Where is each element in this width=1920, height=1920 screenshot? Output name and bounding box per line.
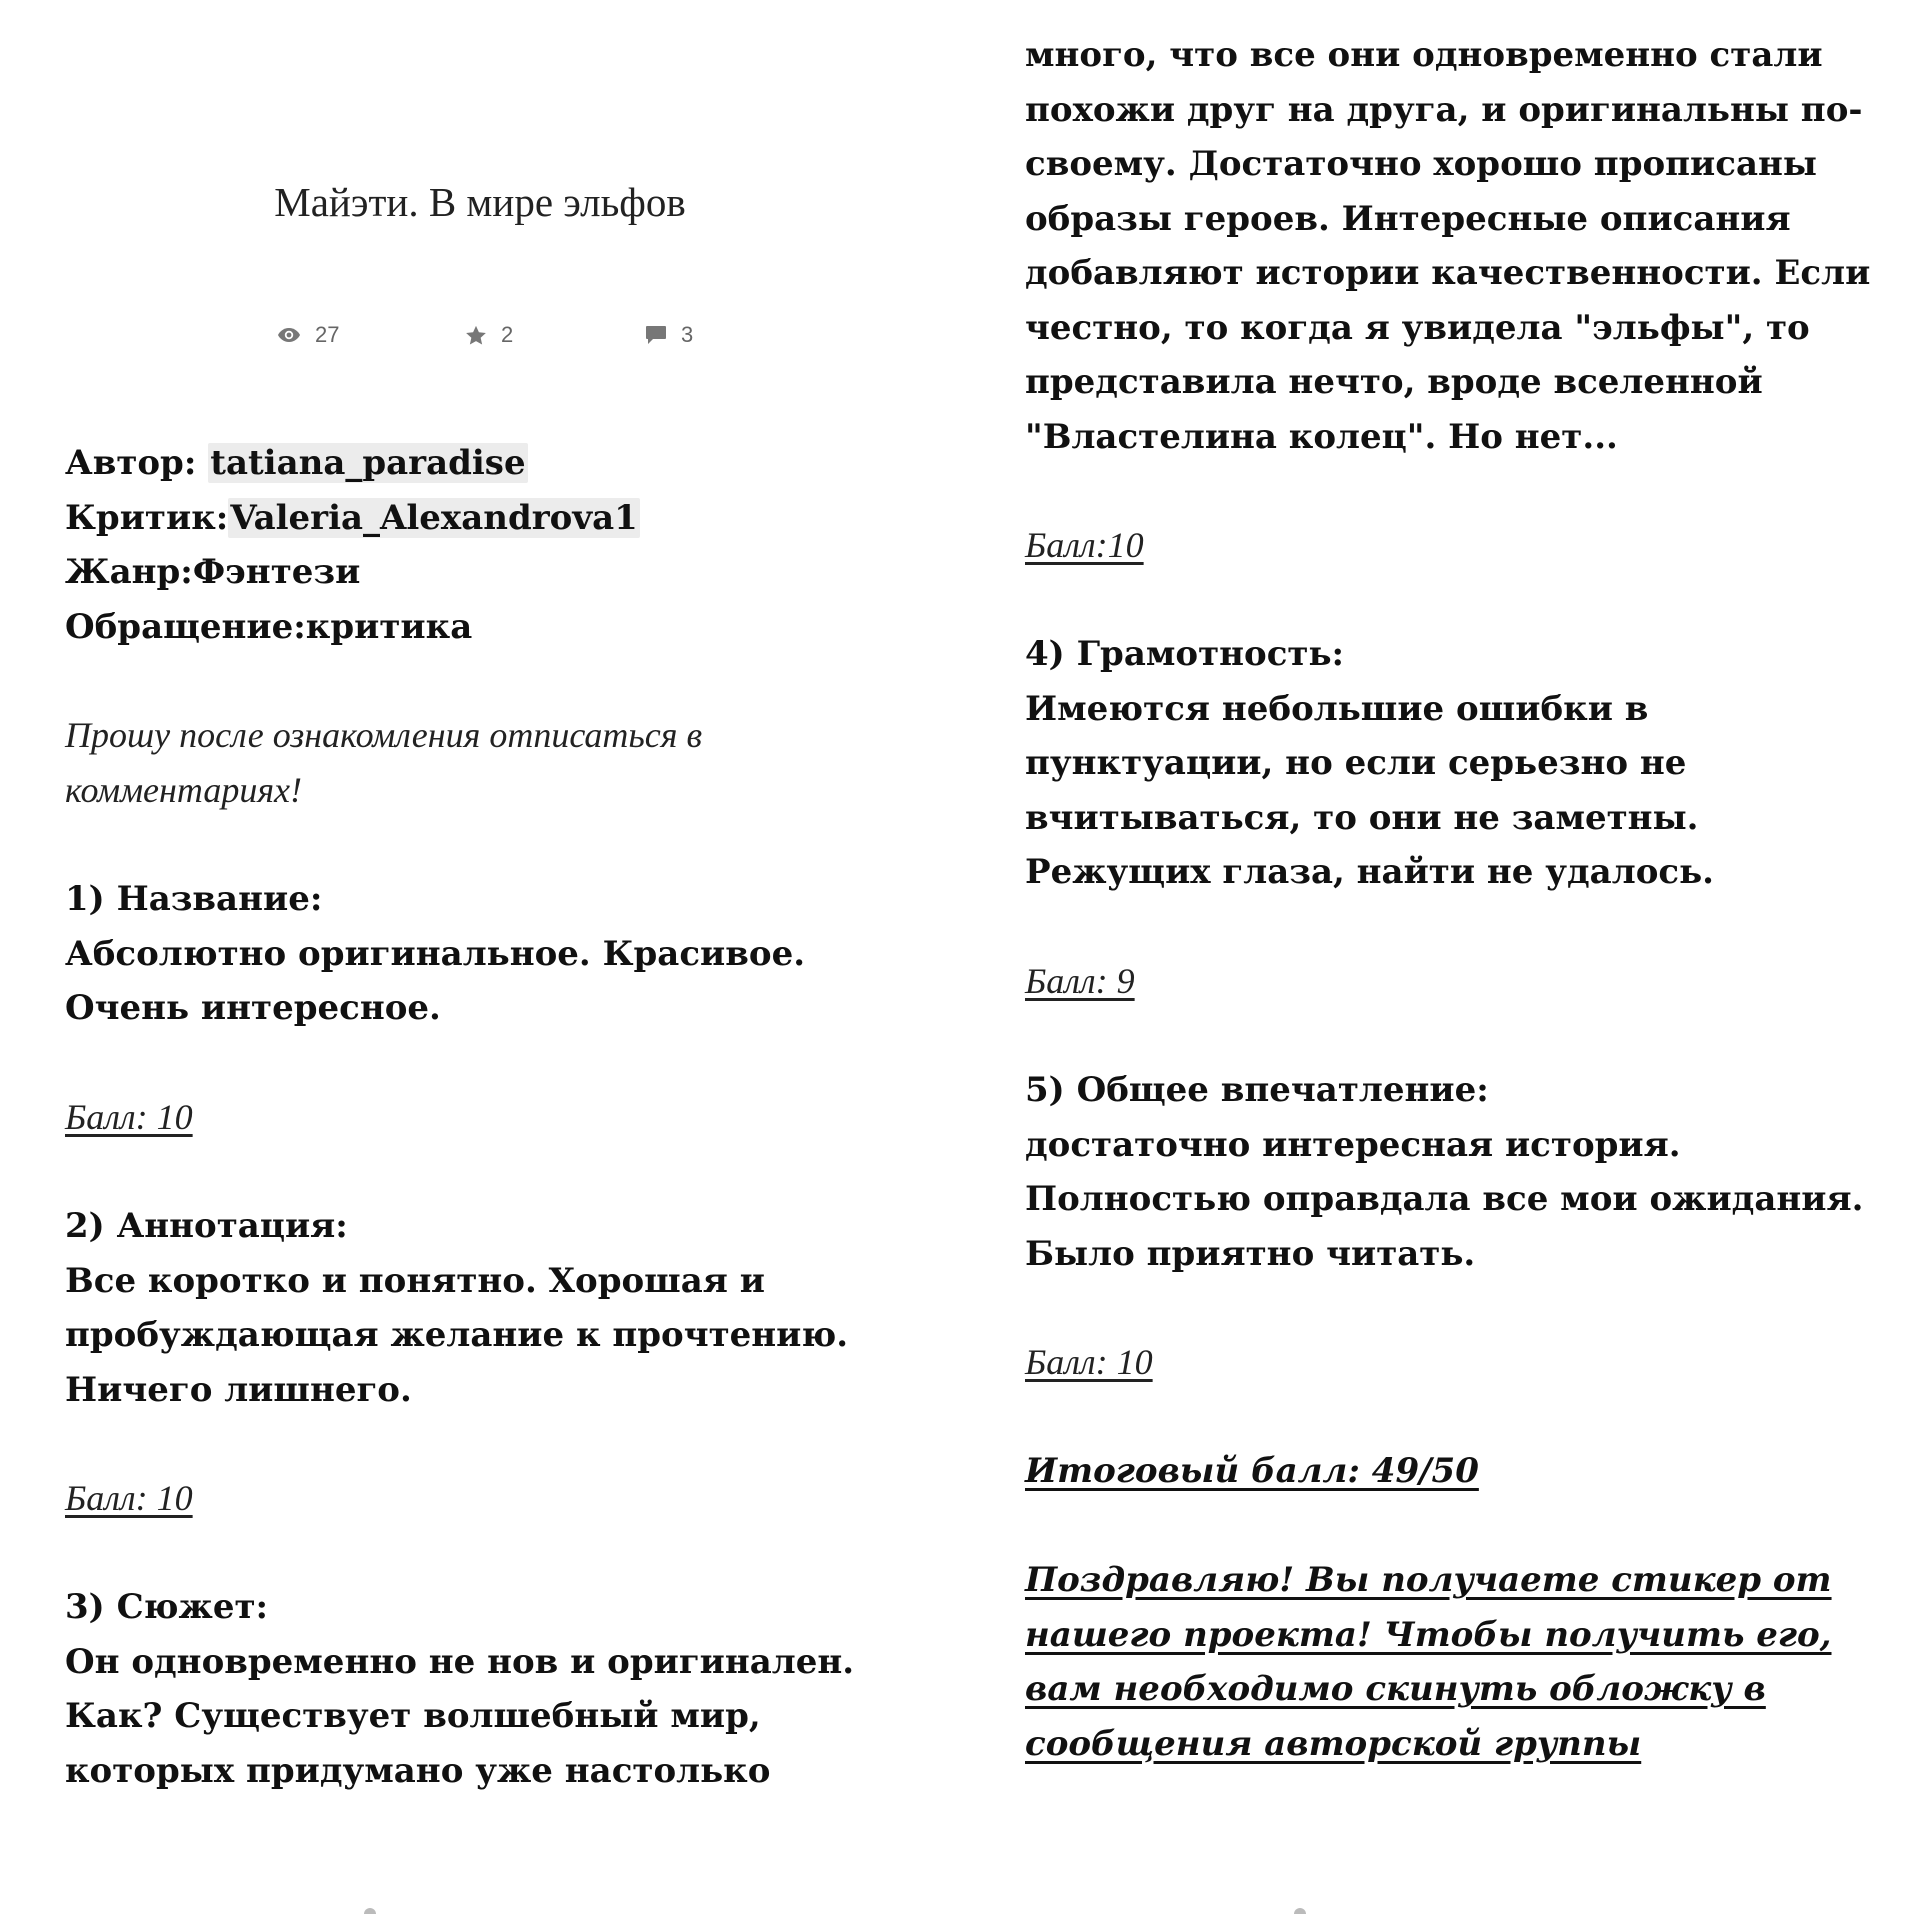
eye-icon (277, 327, 301, 343)
section-heading: 3) Сюжет: (65, 1587, 269, 1627)
section-literacy: 4) Грамотность: Имеются небольшие ошибки в пунктуации, но если серьезно не вчитываться, то они не заметны. Режущих глаза, найти не удалось. (1025, 627, 1895, 900)
stars-count: 2 (501, 322, 514, 347)
section-heading: 2) Аннотация: (65, 1206, 348, 1246)
section-name: 1) Название: Абсолютно оригинальное. Красивое. Очень интересное. (65, 872, 895, 1036)
final-score-label: Итоговый балл: 49/50 (1025, 1451, 1479, 1491)
section-plot-continued: много, что все они одновременно стали похожи друг на друга, и оригинальны по- своему. Достаточно хорошо прописаны образы героев. Интересные описания добавляют истории качественности. Если честно, то когда я увидела "эльфы", то представила нечто, вроде вселенной "Властелина колец". Но нет... (1025, 35, 1871, 457)
score-label: Балл: 10 (65, 1478, 193, 1518)
page-footer-mark (364, 1908, 376, 1914)
views-count: 27 (315, 322, 340, 347)
views-stat (277, 322, 339, 348)
congrats-note: Поздравляю! Вы получаете стикер от нашего проекта! Чтобы получить его, вам необходимо скинуть обложку в сообщения авторской группы (1025, 1560, 1832, 1764)
score-label: Балл: 10 (1025, 1342, 1153, 1382)
page-footer-mark (1294, 1908, 1306, 1914)
star-icon (465, 325, 487, 346)
section-annotation-score (65, 1471, 895, 1526)
critic-link[interactable]: Valeria_Alexandrova1 (230, 497, 638, 538)
section-name-score (65, 1090, 895, 1145)
section-plot: 3) Сюжет: Он одновременно не нов и оригинален. Как? Существует волшебный мир, которых придумано уже настолько (65, 1580, 895, 1798)
score-label: Балл:10 (1025, 525, 1144, 565)
section-impression: 5) Общее впечатление: достаточно интересная история. Полностью оправдала все мои ожидания. Было приятно читать. (1025, 1063, 1895, 1281)
comment-icon (645, 325, 667, 345)
comments-count: 3 (681, 322, 694, 347)
genre-line: Жанр:Фэнтези (65, 552, 361, 592)
stars-stat (465, 322, 513, 348)
section-impression-score (1025, 1335, 1895, 1390)
section-heading: 1) Название: (65, 879, 323, 919)
stats-bar (65, 322, 895, 352)
section-annotation: 2) Аннотация: Все коротко и понятно. Хорошая и пробуждающая желание к прочтению. Ничего лишнего. (65, 1199, 895, 1417)
section-plot-score (1025, 518, 1895, 573)
critic-line: Критик:Valeria_Alexandrova1 (65, 497, 638, 538)
comments-stat (645, 322, 693, 348)
section-heading: 5) Общее впечатление: (1025, 1070, 1489, 1110)
request-note: Прошу после ознакомления отписаться в комментариях! (65, 715, 703, 810)
section-heading: 4) Грамотность: (1025, 634, 1345, 674)
request-line: Обращение:критика (65, 606, 473, 647)
page-title: Майэти. В мире эльфов (274, 179, 686, 225)
score-label: Балл: 10 (65, 1097, 193, 1137)
review-meta (65, 436, 895, 654)
author-line: Автор: tatiana_paradise (65, 443, 526, 483)
author-link[interactable]: tatiana_paradise (210, 443, 526, 483)
section-literacy-score (1025, 954, 1895, 1009)
score-label: Балл: 9 (1025, 961, 1135, 1001)
final-score (1025, 1444, 1895, 1499)
